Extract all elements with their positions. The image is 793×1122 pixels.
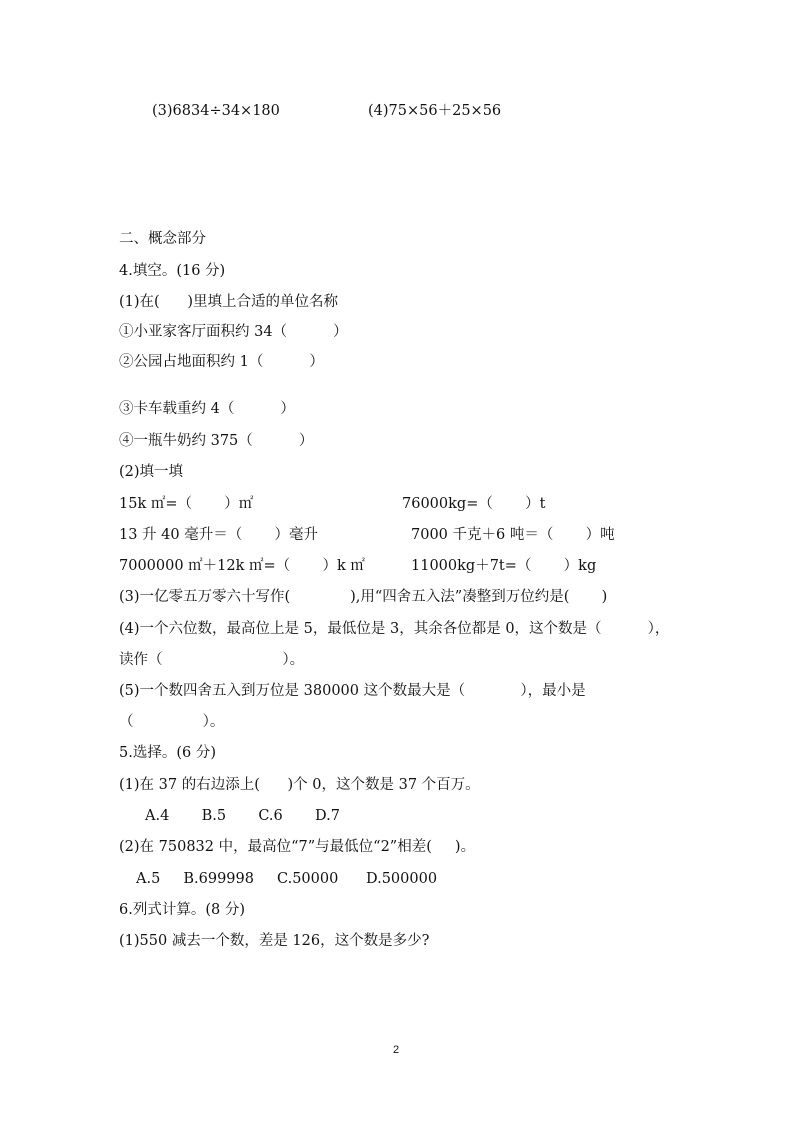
question-4-2-d: 7000 千克＋6 吨＝（ ）吨 [411,527,615,543]
question-5-2-options: A.5 B.699998 C.50000 D.500000 [136,871,438,887]
question-4-1-c: ③卡车载重约 4（ ） [119,401,295,417]
calc-3: (3)6834÷34×180 [152,103,280,119]
question-4-4-b: 读作（ ）。 [119,652,305,668]
question-4-5: (5)一个数四舍五入到万位是 380000 这个数最大是（ ），最小是 [119,683,586,699]
page-number: 2 [393,1044,400,1056]
question-4-5-b: （ ）。 [119,714,225,730]
question-4-2-b: 76000kg=（ ）t [402,496,546,512]
question-4-4: (4)一个六位数，最高位上是 5，最低位是 3，其余各位都是 0，这个数是（ ）， [119,621,670,637]
question-4-2-f: 11000kg＋7t=（ ）kg [411,558,597,574]
question-4-2-a: 15k ㎡=（ ）㎡ [119,496,254,512]
question-4-1-d: ④一瓶牛奶约 375（ ） [119,433,314,449]
question-4-2: (2)填一填 [119,464,184,480]
question-4-2-e: 7000000 ㎡＋12k ㎡=（ ）k ㎡ [119,558,365,574]
question-6-title: 6.列式计算。(8 分) [119,902,245,918]
question-5-title: 5.选择。(6 分) [119,745,216,761]
question-4-3: (3)一亿零五万零六十写作( ),用“四舍五入法”凑整到万位约是( ) [119,589,608,605]
question-4-1: (1)在( )里填上合适的单位名称 [119,294,339,310]
calc-4: (4)75×56＋25×56 [368,103,502,119]
question-4-2-c: 13 升 40 毫升＝（ ）毫升 [119,527,318,543]
section-heading: 二、概念部分 [119,231,206,247]
question-6-1: (1)550 减去一个数，差是 126，这个数是多少? [119,933,430,949]
question-5-1-options: A.4 B.5 C.6 D.7 [145,808,340,824]
question-4-1-a: ①小亚家客厅面积约 34（ ） [119,324,348,340]
question-5-1: (1)在 37 的右边添上( )个 0，这个数是 37 个百万。 [119,777,480,793]
question-4-title: 4.填空。(16 分) [119,263,226,279]
question-5-2: (2)在 750832 中，最高位“7”与最低位“2”相差( )。 [119,839,476,855]
question-4-1-b: ②公园占地面积约 1（ ） [119,354,324,370]
